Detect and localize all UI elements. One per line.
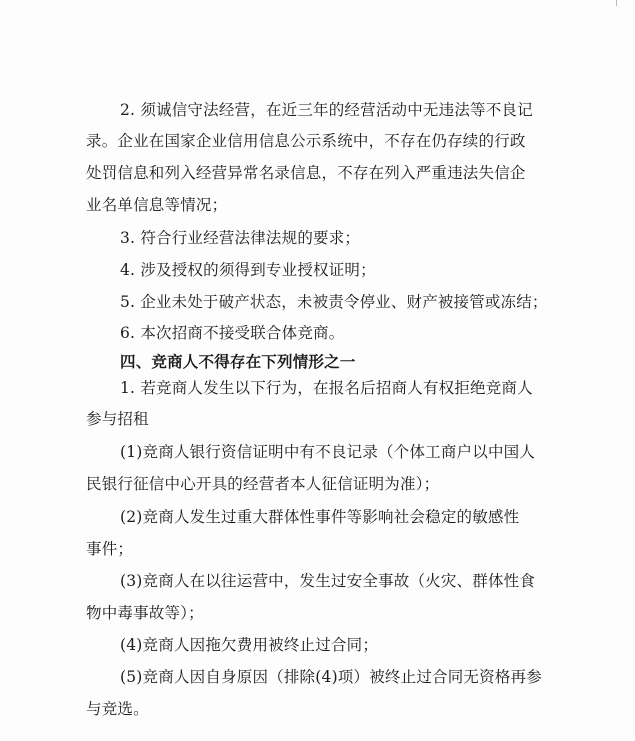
paragraph-3: 3. 符合行业经营法律法规的要求； [120,229,361,247]
paragraph-2-line-2: 录。企业在国家企业信用信息公示系统中，不存在仍存续的行政 [86,132,526,150]
section-heading-4: 四、竞商人不得存在下列情形之一 [120,353,356,371]
paragraph-2-line-1: 2. 须诚信守法经营，在近三年的经营活动中无违法等不良记 [120,101,533,119]
page-corner-mark [616,0,617,6]
paragraph-5: 5. 企业未处于破产状态，未被责令停业、财产被接管或冻结； [120,293,548,311]
paragraph-2-line-4: 业名单信息等情况； [86,196,228,214]
item-1-line-2: 民银行征信中心开具的经营者本人征信证明为准）； [86,475,440,493]
clause-1-line-2: 参与招租 [86,410,149,428]
item-1-line-1: (1)竞商人银行资信证明中有不良记录（个体工商户以中国人 [120,443,536,461]
item-4: (4)竞商人因拖欠费用被终止过合同； [120,636,379,654]
item-3-line-1: (3)竞商人在以往运营中，发生过安全事故（火灾、群体性食 [120,572,536,590]
paragraph-2-line-3: 处罚信息和列入经营异常名录信息，不存在列入严重违法失信企 [86,164,526,182]
item-3-line-2: 物中毒事故等）； [86,604,204,622]
paragraph-6: 6. 本次招商不接受联合体竞商。 [120,324,345,342]
item-2-line-1: (2)竞商人发生过重大群体性事件等影响社会稳定的敏感性 [120,508,520,526]
paragraph-4: 4. 涉及授权的须得到专业授权证明； [120,261,376,279]
item-5-line-2: 与竞选。 [86,700,149,718]
item-5-line-1: (5)竞商人因自身原因（排除(4)项）被终止过合同无资格再参 [120,668,542,686]
clause-1-line-1: 1. 若竞商人发生以下行为，在报名后招商人有权拒绝竞商人 [120,379,533,397]
item-2-line-2: 事件； [86,540,134,558]
